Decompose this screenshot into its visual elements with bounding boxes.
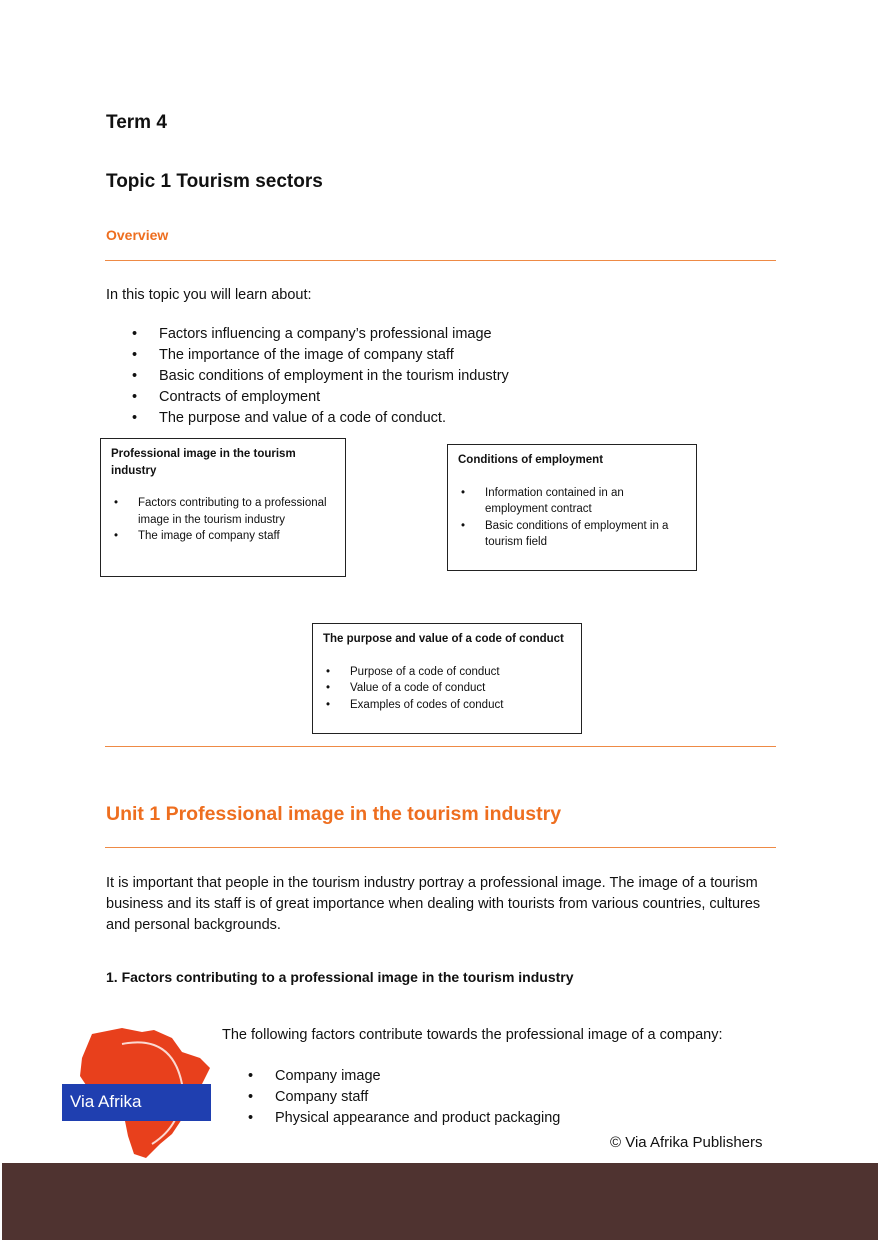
unit-paragraph: It is important that people in the tourism industry portray a professional image. The image of a tourism business and its staff is of great importance when dealing with tourists from various countries, cultures and personal backgrounds. xyxy=(106,875,761,933)
divider xyxy=(105,746,776,747)
overview-heading: Overview xyxy=(106,227,169,243)
topic-heading: Topic 1 Tourism sectors xyxy=(106,171,323,192)
list-item: • Company image xyxy=(222,1066,560,1087)
overview-intro: In this topic you will learn about: xyxy=(106,287,312,303)
divider xyxy=(105,847,776,848)
list-item: • Examples of codes of conduct xyxy=(323,697,571,714)
box-title: Conditions of employment xyxy=(458,454,604,466)
overview-list xyxy=(106,324,509,429)
logo-text: Via Afrika xyxy=(70,1092,142,1111)
section-subheading: 1. Factors contributing to a professional image in the tourism industry xyxy=(106,969,574,985)
footer-band xyxy=(2,1163,878,1240)
box-title: The purpose and value of a code of conduct xyxy=(323,633,564,645)
via-afrika-logo xyxy=(62,1024,212,1158)
africa-map-icon xyxy=(62,1024,212,1158)
topic-box-code-of-conduct xyxy=(312,623,582,734)
list-item: • Contracts of employment xyxy=(106,387,509,408)
list-item: • Information contained in an employment contract xyxy=(458,485,686,518)
list-item: • The image of company staff xyxy=(111,528,335,545)
list-item: • Basic conditions of employment in a tourism field xyxy=(458,518,686,551)
divider xyxy=(105,260,776,261)
list-item: • Value of a code of conduct xyxy=(323,680,571,697)
factors-list xyxy=(222,1066,560,1129)
term-heading: Term 4 xyxy=(106,112,167,133)
list-item: • Basic conditions of employment in the tourism industry xyxy=(106,366,509,387)
factors-lead: The following factors contribute towards the professional image of a company: xyxy=(222,1027,723,1043)
list-item: • Factors influencing a company’s professional image xyxy=(106,324,509,345)
box-title: Professional image in the tourism industry xyxy=(111,448,296,477)
list-item: • The importance of the image of company staff xyxy=(106,345,509,366)
list-item: • Physical appearance and product packaging xyxy=(222,1108,560,1129)
topic-box-conditions xyxy=(447,444,697,571)
list-item: • Purpose of a code of conduct xyxy=(323,664,571,681)
topic-box-professional-image xyxy=(100,438,346,577)
copyright: © Via Afrika Publishers xyxy=(610,1134,763,1151)
list-item: • The purpose and value of a code of conduct. xyxy=(106,408,509,429)
list-item: • Factors contributing to a professional image in the tourism industry xyxy=(111,495,335,528)
unit-heading: Unit 1 Professional image in the tourism industry xyxy=(106,803,562,825)
list-item: • Company staff xyxy=(222,1087,560,1108)
